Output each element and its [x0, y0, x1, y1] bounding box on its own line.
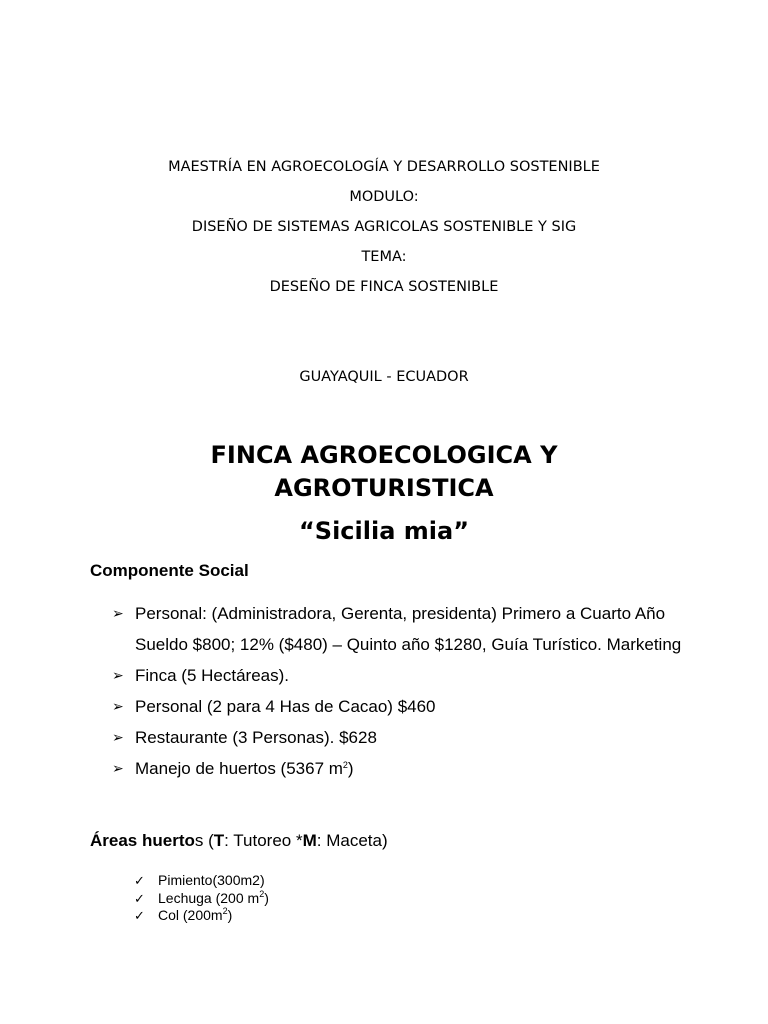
heading-part: : Maceta): [316, 831, 388, 850]
arrow-bullet-icon: ➢: [112, 698, 124, 714]
farm-name: “Sicilia mia”: [299, 517, 469, 545]
arrow-bullet-icon: ➢: [112, 729, 124, 745]
list-item: [134, 872, 269, 890]
superscript: 2: [222, 906, 228, 916]
list-item-text: Col (200m: [158, 907, 223, 923]
superscript: 2: [259, 888, 265, 899]
heading-t-letter: T: [213, 831, 225, 850]
list-item-text: Personal: (Administradora, Gerenta, presidenta) Primero a Cuarto Año Sueldo $800; 12% ($480) – Quinto año $1280, Guía Turístico. Marketing: [135, 604, 682, 654]
list-item-text-tail: ): [347, 759, 354, 778]
list-item: [112, 722, 712, 753]
superscript: 2: [342, 760, 348, 770]
arrow-bullet-icon: ➢: [112, 667, 124, 683]
heading-part: : Tutoreo *: [224, 831, 303, 850]
list-item-text: Personal (2 para 4 Has de Cacao) $460: [135, 697, 436, 716]
checkmark-icon: ✓: [134, 873, 145, 888]
document-title-line1: FINCA AGROECOLOGICA Y: [210, 441, 558, 469]
section-heading-areas: [90, 830, 388, 852]
list-item-text: Finca (5 Hectáreas).: [135, 666, 289, 685]
module-label: MODULO:: [349, 189, 419, 205]
social-list: [112, 598, 712, 784]
list-item: [134, 890, 269, 908]
list-item: [112, 691, 712, 722]
topic-name: DESEÑO DE FINCA SOSTENIBLE: [269, 279, 499, 295]
list-item: [112, 753, 712, 784]
heading-m-letter: M: [302, 831, 317, 850]
list-item: [112, 660, 712, 691]
module-name: DISEÑO DE SISTEMAS AGRICOLAS SOSTENIBLE Y SIG: [191, 219, 577, 235]
arrow-bullet-icon: ➢: [112, 605, 124, 621]
checkmark-icon: ✓: [134, 890, 145, 906]
list-item-text-tail: ): [264, 889, 269, 906]
list-item: [134, 907, 269, 925]
document-title-line2: AGROTURISTICA: [274, 474, 494, 502]
arrow-bullet-icon: ➢: [112, 760, 124, 776]
list-item: [112, 598, 712, 660]
list-item-text: Manejo de huertos (5367 m: [135, 759, 343, 778]
checkmark-icon: ✓: [134, 908, 145, 923]
topic-label: TEMA:: [361, 249, 407, 265]
heading-part: s (: [194, 831, 214, 850]
list-item-text: Pimiento(300m2): [158, 872, 265, 888]
garden-areas-list: [134, 872, 269, 925]
heading-bold-part: Áreas huerto: [90, 831, 195, 850]
location: GUAYAQUIL - ECUADOR: [299, 369, 469, 385]
list-item-text: Lechuga (200 m: [158, 889, 260, 906]
list-item-text: Restaurante (3 Personas). $628: [135, 728, 377, 747]
section-heading-social: Componente Social: [90, 561, 249, 580]
list-item-text-tail: ): [227, 907, 233, 923]
program-title: MAESTRÍA EN AGROECOLOGÍA Y DESARROLLO SOSTENIBLE: [168, 159, 600, 175]
